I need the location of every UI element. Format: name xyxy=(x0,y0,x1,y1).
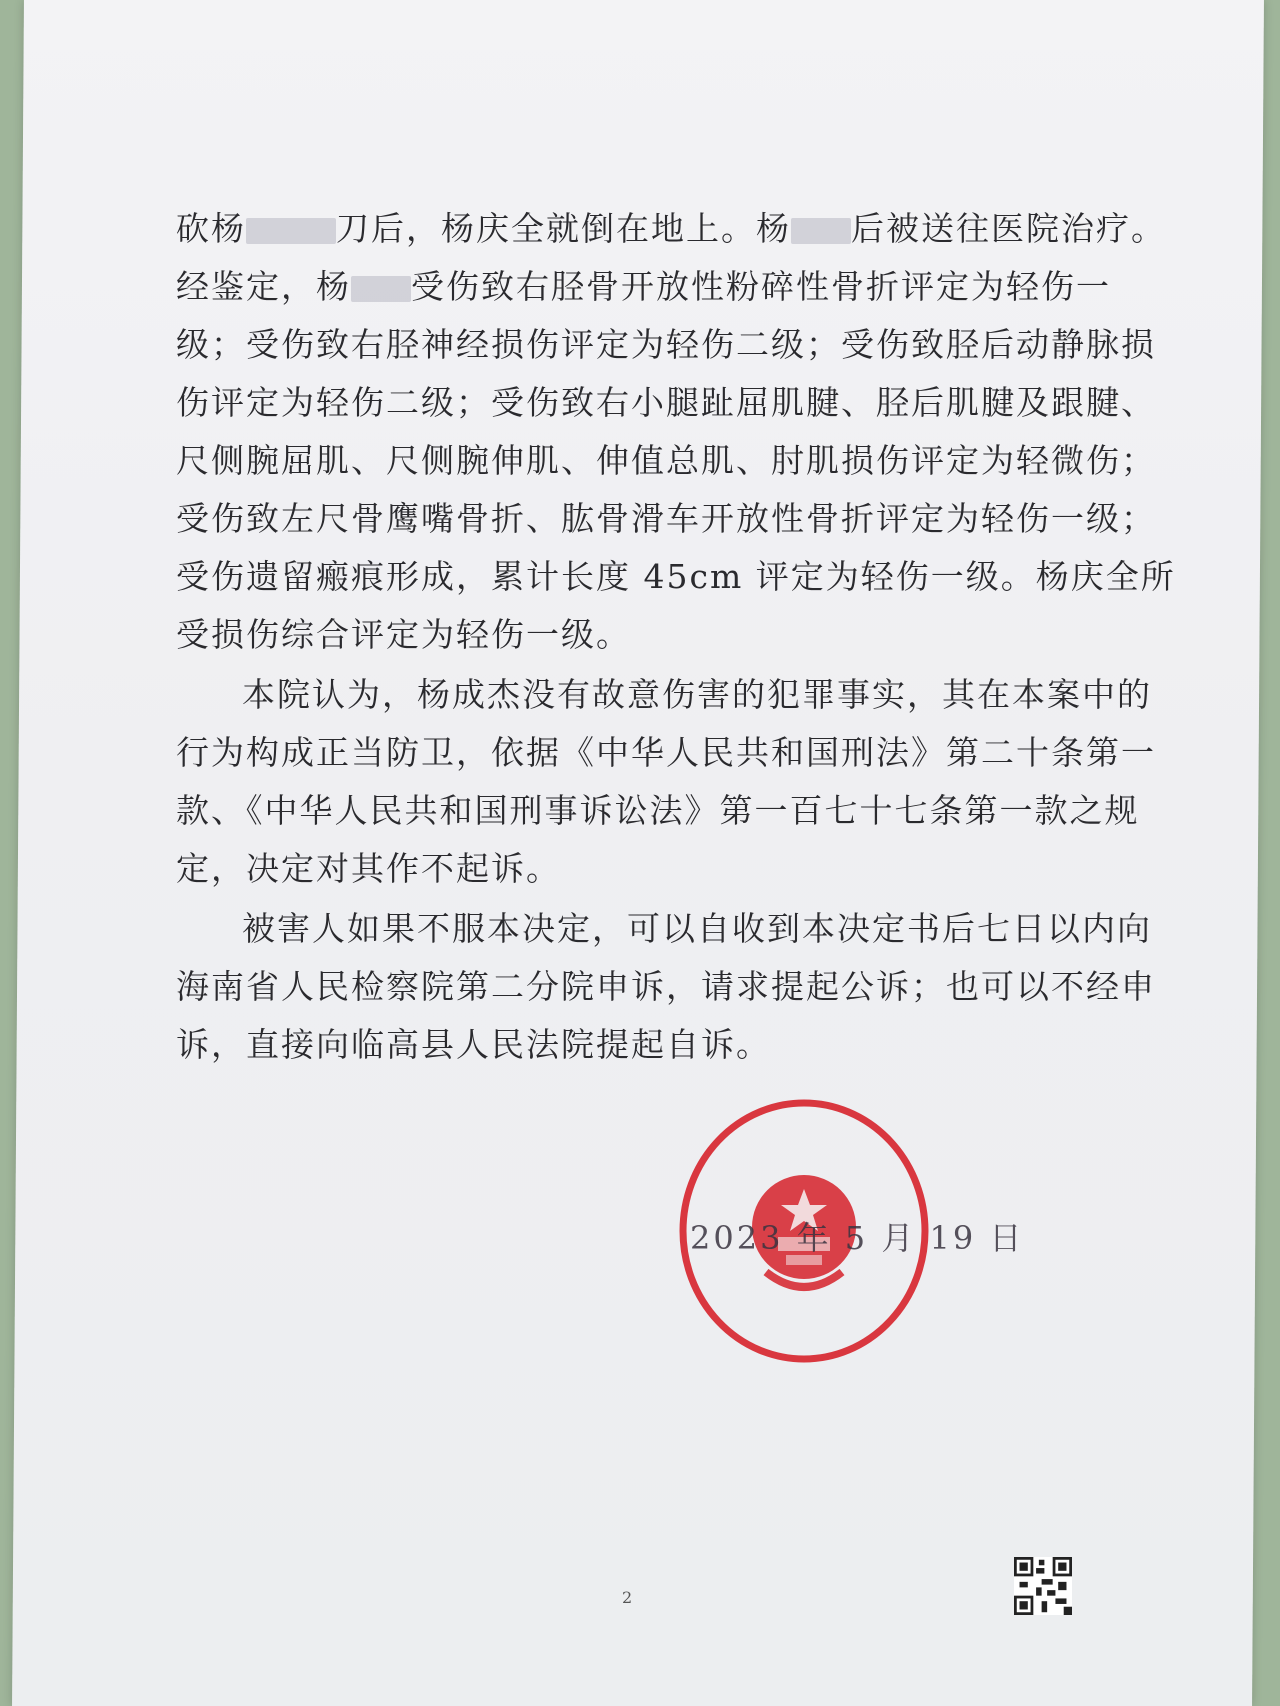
text-segment: 砍杨 xyxy=(176,209,246,248)
text-segment: 经鉴定，杨 xyxy=(176,267,351,306)
paragraph-line-12: 定，决定对其作不起诉。 xyxy=(176,849,561,888)
document-body xyxy=(176,200,1176,1074)
qr-code-icon xyxy=(1014,1557,1072,1615)
redaction-block xyxy=(246,218,336,244)
paragraph-line-15: 诉，直接向临高县人民法院提起自诉。 xyxy=(176,1025,771,1064)
paragraph-line-2 xyxy=(176,258,1111,316)
text-segment: 受伤致右胫骨开放性粉碎性骨折评定为轻伤一 xyxy=(411,267,1111,306)
paragraph-line-7: 受伤遗留瘢痕形成，累计长度 45cm 评定为轻伤一级。杨庆全所 xyxy=(176,557,1176,596)
paragraph-line-10: 行为构成正当防卫，依据《中华人民共和国刑法》第二十条第一 xyxy=(176,733,1156,772)
paragraph-line-1 xyxy=(176,200,1166,258)
paragraph-line-13: 被害人如果不服本决定，可以自收到本决定书后七日以内向 xyxy=(242,909,1152,948)
redaction-block xyxy=(791,218,851,244)
paragraph-line-8: 受损伤综合评定为轻伤一级。 xyxy=(176,615,631,654)
paragraph-line-3: 级；受伤致右胫神经损伤评定为轻伤二级；受伤致胫后动静脉损 xyxy=(176,325,1156,364)
redaction-block xyxy=(351,276,411,302)
document-date: 2023 年 5 月 19 日 xyxy=(690,1219,1025,1257)
paragraph-line-14: 海南省人民检察院第二分院申诉，请求提起公诉；也可以不经申 xyxy=(176,967,1156,1006)
paragraph-line-5: 尺侧腕屈肌、尺侧腕伸肌、伸值总肌、肘肌损伤评定为轻微伤； xyxy=(176,441,1156,480)
paragraph-line-4: 伤评定为轻伤二级；受伤致右小腿趾屈肌腱、胫后肌腱及跟腱、 xyxy=(176,383,1156,422)
paragraph-line-9: 本院认为，杨成杰没有故意伤害的犯罪事实，其在本案中的 xyxy=(242,675,1152,714)
paragraph-line-11: 款、《中华人民共和国刑事诉讼法》第一百七十七条第一款之规 xyxy=(176,791,1140,830)
paragraph-line-6: 受伤致左尺骨鹰嘴骨折、肱骨滑车开放性骨折评定为轻伤一级； xyxy=(176,499,1156,538)
page-number: 2 xyxy=(622,1588,633,1607)
text-segment: 刀后，杨庆全就倒在地上。杨 xyxy=(336,209,791,248)
text-segment: 后被送往医院治疗。 xyxy=(851,209,1166,248)
